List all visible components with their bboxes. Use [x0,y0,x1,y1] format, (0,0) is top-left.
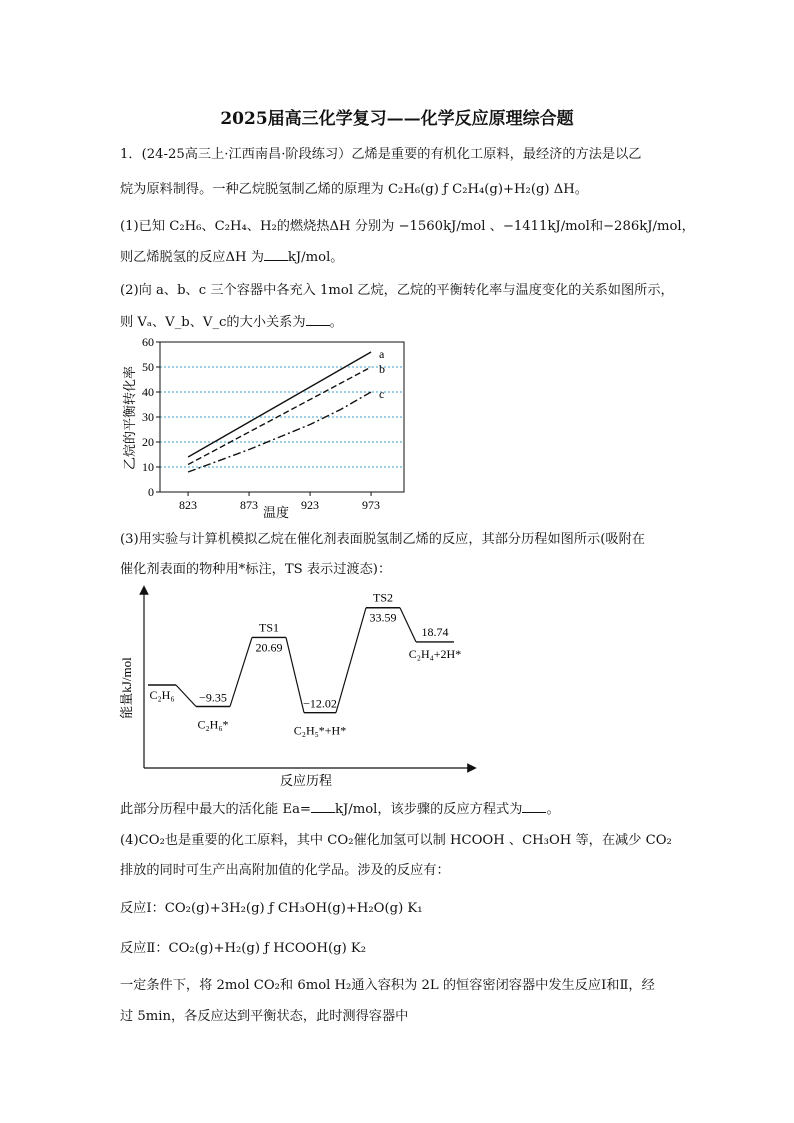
x-tick-label: 873 [240,498,259,512]
energy-value: −12.02 [303,696,337,711]
p2-text-b: 。 [329,315,343,330]
energy-value: −9.35 [199,690,227,705]
p1-line2 [120,248,343,267]
q1-line2: 烷为原料制得。一种乙烷脱氢制乙烯的原理为 C₂H₆(g) ƒ C₂H₄(g)+H₂(g) ΔH。 [120,182,588,197]
p1-text-a: 则乙烯脱氢的反应ΔH 为 [120,250,264,265]
p3-text-a: 此部分历程中最大的活化能 Ea= [120,802,311,817]
p4-line1: (4)CO₂也是重要的化工原料，其中 CO₂催化加氢可以制 HCOOH 、CH₃OH 等，在减少 CO₂ [120,833,672,848]
answer-blank[interactable] [311,800,335,813]
y-axis-label: 乙烷的平衡转化率 [122,365,137,471]
species-label: TS1 [258,620,280,635]
p1-text-b: kJ/mol。 [287,250,344,265]
energy-profile [148,591,461,738]
p3-line2: 催化剂表面的物种用*标注，TS 表示过渡态)： [120,562,392,577]
p2-line1: (2)向 a、b、c 三个容器中各充入 1mol 乙烷，乙烷的平衡转化率与温度变化的关系如图所示， [120,283,674,298]
species-label: TS2 [372,590,394,605]
energy-profile-chart [118,582,482,792]
transition-line [400,608,416,642]
y-tick-label: 30 [142,410,154,424]
energy-axis-label: 能量kJ/mol [119,657,134,719]
series-label-a: a [379,347,385,361]
series-line-b [188,367,371,465]
species-label: C₂H₅*+H* [293,723,347,738]
species-label: C₂H₄+2H* [408,646,462,661]
transition-line [286,637,304,712]
p4-line3: 一定条件下，将 2mol CO₂和 6mol H₂通入容积为 2L 的恒容密闭容器中发生反应Ⅰ和Ⅱ，经 [120,978,655,993]
y-tick-label: 20 [142,435,154,449]
x-axis-label: 温度 [262,505,290,520]
path-axis-label: 反应历程 [279,773,333,788]
answer-blank[interactable] [306,313,330,326]
p4-line2: 排放的同时可生产出高附加值的化学品。涉及的反应有： [120,863,450,878]
transition-line [176,685,196,707]
series-label-b: b [379,362,386,376]
transition-line [336,608,366,713]
y-tick-label: 60 [142,336,154,349]
y-tick-label: 0 [148,485,154,499]
y-tick-label: 40 [142,385,154,399]
x-tick-label: 973 [362,498,381,512]
p1-line1: (1)已知 C₂H₆、C₂H₄、H₂的燃烧热ΔH 分别为 −1560kJ/mol 、−1411kJ/mol和−286kJ/mol， [120,219,695,234]
x-tick-label: 923 [301,498,320,512]
x-tick-label: 823 [179,498,198,512]
energy-value: 33.59 [369,610,397,625]
p3-line1: (3)用实验与计算机模拟乙烷在催化剂表面脱氢制乙烯的反应，其部分历程如图所示(吸附在 [120,532,645,547]
y-axis [142,336,160,499]
answer-blank[interactable] [522,800,546,813]
p3-text-b: kJ/mol，该步骤的反应方程式为 [334,802,523,817]
transition-line [230,637,252,706]
species-label: C₂H₆ [149,688,175,702]
series-group [188,347,385,472]
p3-question [120,800,560,819]
answer-blank[interactable] [264,248,288,261]
conversion-chart [118,336,418,520]
p2-line2 [120,313,343,332]
reaction-1: 反应Ⅰ：CO₂(g)+3H₂(g) ƒ CH₃OH(g)+H₂O(g) K₁ [120,901,423,916]
series-line-a [188,352,371,457]
y-tick-label: 50 [142,360,154,374]
species-label: C₂H₆* [197,717,229,732]
p2-text-a: 则 Vₐ、V_b、V_c的大小关系为 [120,315,306,330]
energy-value: 20.69 [255,640,283,655]
energy-value: 18.74 [421,624,449,639]
p4-line4: 过 5min，各反应达到平衡状态，此时测得容器中 [120,1009,409,1024]
q1-line1: 1．(24-25高三上·江西南昌·阶段练习）乙烯是重要的有机化工原料，最经济的方法是以乙 [120,147,642,162]
series-label-c: c [379,387,385,401]
y-tick-label: 10 [142,460,154,474]
page-title: 2025届高三化学复习——化学反应原理综合题 [220,109,574,129]
reaction-2: 反应Ⅱ：CO₂(g)+H₂(g) ƒ HCOOH(g) K₂ [120,941,367,956]
p3-text-c: 。 [546,802,560,817]
